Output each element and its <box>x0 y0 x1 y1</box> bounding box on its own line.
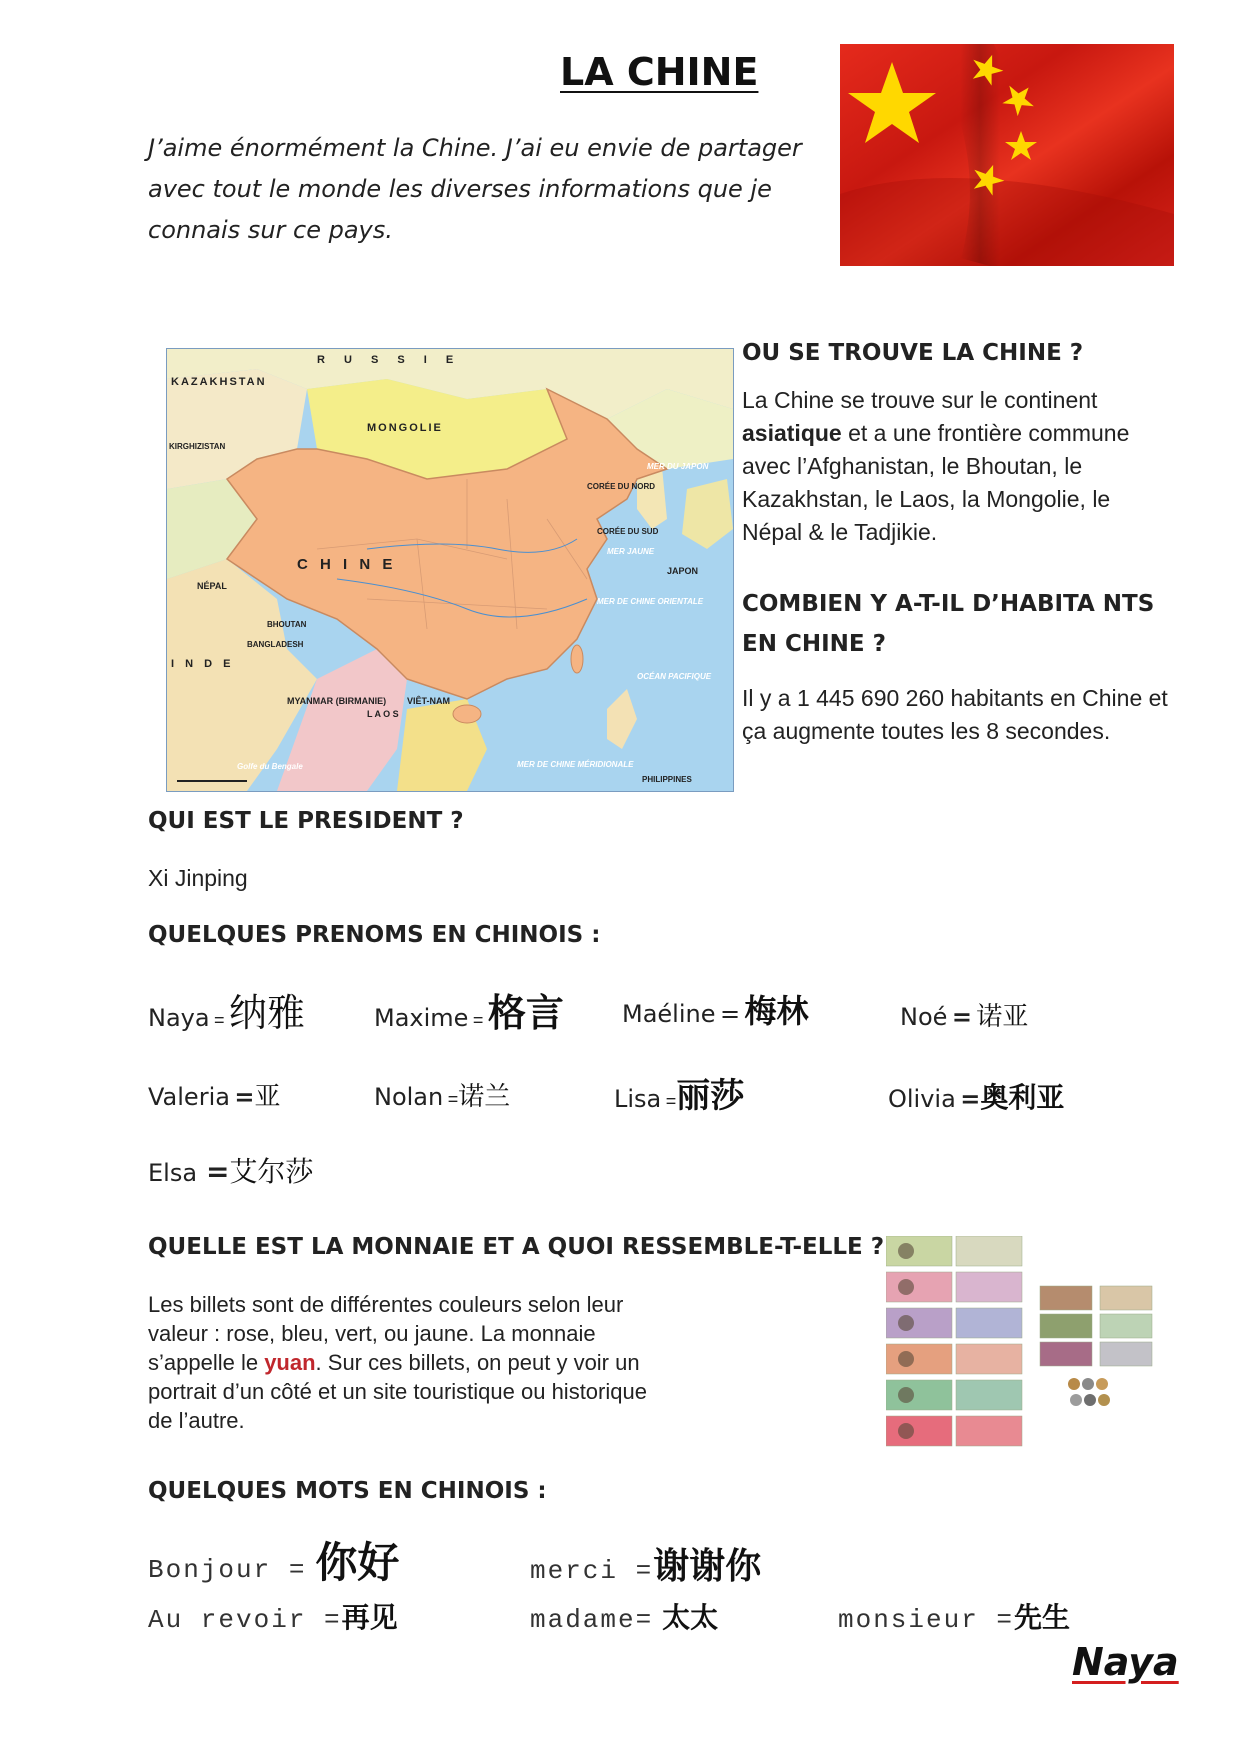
name-nolan: Nolan =诺兰 <box>374 1082 511 1112</box>
name-elsa: Elsa =艾尔莎 <box>148 1155 314 1188</box>
word-madame: madame= 太太 <box>530 1601 719 1635</box>
map-label-nepal: NÉPAL <box>197 581 227 591</box>
where-section <box>742 340 1172 549</box>
map-label-coree-sud: CORÉE DU SUD <box>597 527 659 536</box>
word-monsieur: monsieur =先生 <box>838 1601 1071 1635</box>
map-label-mongolie: MONGOLIE <box>367 422 443 434</box>
map-label-mer-chine-mer: MER DE CHINE MÉRIDIONALE <box>517 760 634 769</box>
intro-paragraph: J’aime énormément la Chine. J’ai eu envie de partager avec tout le monde les diverses informations que je connais sur ce pays. <box>148 134 802 244</box>
china-map-image <box>166 348 734 792</box>
map-label-mer-chine-or: MER DE CHINE ORIENTALE <box>597 597 704 606</box>
where-heading: OU SE TROUVE LA CHINE ? <box>742 340 1084 366</box>
population-text: Il y a 1 445 690 260 habitants en Chine et ça augmente toutes les 8 secondes. <box>742 685 1168 744</box>
words-heading: QUELQUES MOTS EN CHINOIS : <box>148 1478 547 1504</box>
population-heading: COMBIEN Y A-T-IL D’HABITA NTS EN CHINE ? <box>742 591 1155 657</box>
name-naya: Naya = 纳雅 <box>148 991 306 1035</box>
map-label-ocean-pacifique: OCÉAN PACIFIQUE <box>637 672 712 681</box>
money-heading: QUELLE EST LA MONNAIE ET A QUOI RESSEMBLE-T-ELLE ? <box>148 1234 885 1260</box>
name-maxime: Maxime = 格言 <box>374 991 564 1035</box>
where-text: La Chine se trouve sur le continent asiatique et a une frontière commune avec l’Afghanistan, le Bhoutan, le Kazakhstan, le Laos, la Mongolie, le Népal & le Tadjikie. <box>742 387 1130 545</box>
name-lisa: Lisa =丽莎 <box>614 1076 745 1116</box>
map-label-mer-jaune: MER JAUNE <box>607 547 655 556</box>
name-maeline: Maéline = 梅林 <box>622 992 809 1030</box>
map-label-russie: R U S S I E <box>317 354 462 366</box>
word-merci: merci =谢谢你 <box>530 1546 762 1587</box>
map-label-japon: JAPON <box>667 566 699 576</box>
china-flag-image <box>840 44 1174 266</box>
map-label-coree-nord: CORÉE DU NORD <box>587 482 656 491</box>
name-olivia: Olivia =奥利亚 <box>888 1081 1065 1114</box>
map-label-inde: I N D E <box>171 658 235 670</box>
map-label-kazakhstan: KAZAKHSTAN <box>171 376 267 388</box>
president-name: Xi Jinping <box>148 865 248 891</box>
page-title: LA CHINE <box>560 50 759 94</box>
president-heading: QUI EST LE PRESIDENT ? <box>148 808 464 834</box>
map-label-chine: C H I N E <box>297 556 397 573</box>
word-bonjour: Bonjour = 你好 <box>148 1538 400 1587</box>
map-label-bhoutan: BHOUTAN <box>267 620 307 629</box>
name-valeria: Valeria =亚 <box>148 1082 281 1112</box>
map-label-myanmar: MYANMAR (BIRMANIE) <box>287 696 387 706</box>
map-label-vietnam: VIÊT-NAM <box>407 696 451 706</box>
population-section <box>742 584 1172 748</box>
map-label-kirghizistan: KIRGHIZISTAN <box>169 442 226 451</box>
author-signature: Naya <box>1072 1640 1179 1684</box>
map-label-golfe-bengale: Golfe du Bengale <box>237 762 303 771</box>
map-label-philippines: PHILIPPINES <box>642 775 692 784</box>
map-label-mer-japon: MER DU JAPON <box>647 462 709 471</box>
yuan-banknotes-image <box>886 1236 1160 1456</box>
map-label-laos: L A O S <box>367 709 399 719</box>
money-text: Les billets sont de différentes couleurs selon leur valeur : rose, bleu, vert, ou jaune. La monnaie s’appelle le yuan. Sur ces billets, on peut y voir un portrait d’un côté et un site touristique ou historique de l’autre. <box>148 1292 647 1433</box>
map-label-bangladesh: BANGLADESH <box>247 640 304 649</box>
names-heading: QUELQUES PRENOMS EN CHINOIS : <box>148 922 601 948</box>
word-au-revoir: Au revoir =再见 <box>148 1601 398 1635</box>
name-noe: Noé = 诺亚 <box>900 1002 1029 1032</box>
